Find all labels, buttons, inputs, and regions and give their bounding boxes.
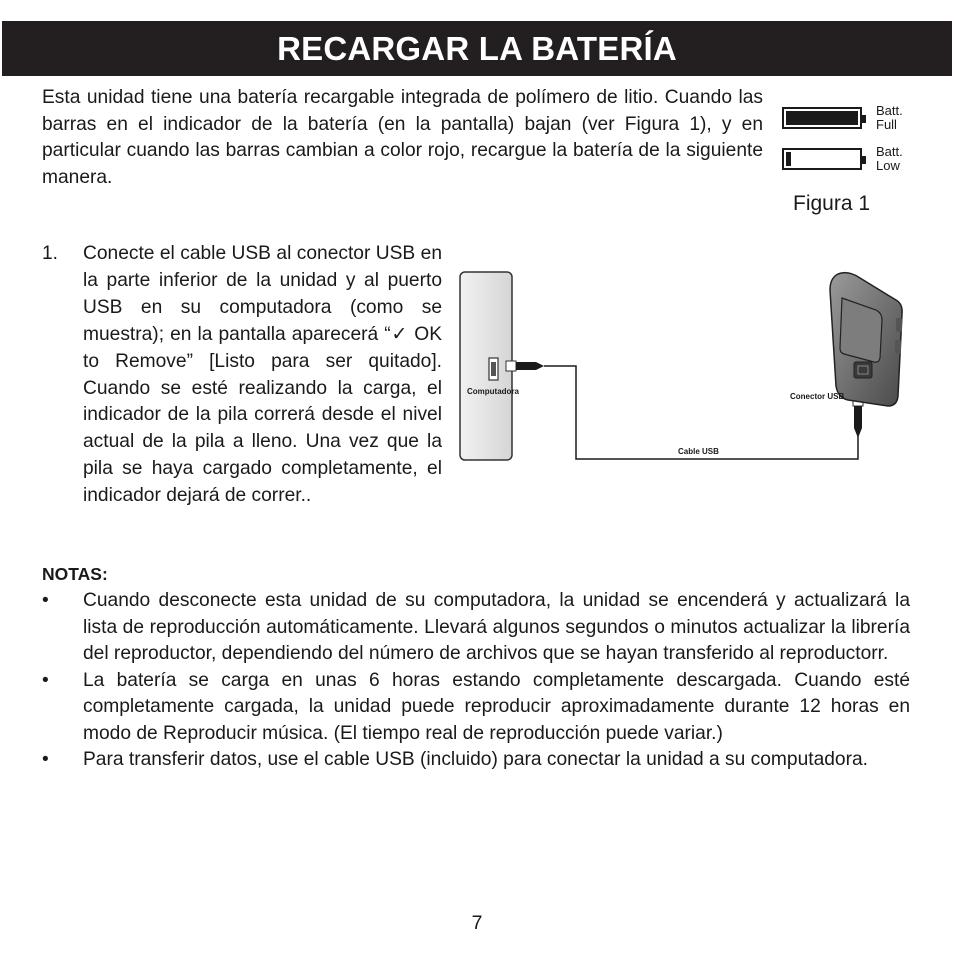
computer-label: Computadora — [467, 387, 519, 396]
note-text: Cuando desconecte esta unidad de su computadora, la unidad se encenderá y actualizará la lista de reproducción automáticamente. Llevará algunos segundos o minutos actualizar la librería del reproductor, dependiendo del número de archivos que se hayan transferido al reproductorr. — [83, 590, 910, 664]
intro-paragraph: Esta unidad tiene una batería recargable integrada de polímero de litio. Cuando las barras en el indicador de la batería (en la pantalla) bajan (ver Figura 1), y en particular cuando las barras cambian a color rojo, recargue la batería de la siguiente manera. — [42, 87, 763, 188]
page-title: RECARGAR LA BATERÍA — [277, 29, 677, 67]
usb-plug-icon — [506, 361, 544, 371]
list-item — [42, 747, 910, 774]
battery-full-indicator — [782, 104, 920, 132]
note-text: La batería se carga en unas 6 horas estando completamente descargada. Cuando esté completamente cargada, la unidad puede reproducir aproximadamente durante 12 horas en modo de Reproducir música. (El tiempo real de reproducción puede variar.) — [83, 669, 910, 744]
step-text: Conecte el cable USB al conector USB en la parte inferior de la unidad y al puerto USB en su computadora (como se muestra); en la pantalla aparecerá “✓ OK to Remove” [Listo para ser quitado]. Cuando se esté realizando la carga, el indicador de la pila correrá desde el nivel actual de la pila a lleno. Una vez que la pila se haya cargado completamente, el indicador dejará de correr.. — [83, 243, 442, 507]
battery-low-icon — [782, 148, 862, 170]
step-number: 1. — [42, 243, 59, 264]
bullet: • — [42, 669, 49, 691]
computer-icon — [460, 272, 512, 460]
bullet: • — [42, 749, 49, 770]
notes-title: NOTAS: — [42, 564, 108, 584]
list-item — [42, 588, 910, 668]
battery-full-label: Batt. Full — [876, 103, 903, 132]
connection-illustration — [456, 266, 912, 466]
battery-full-icon — [782, 107, 862, 129]
list-item — [42, 668, 910, 748]
battery-low-label: Batt. Low — [876, 144, 903, 173]
usb-connection-diagram — [456, 266, 912, 466]
bullet: • — [42, 590, 49, 611]
step-1 — [42, 241, 442, 510]
figure-caption: Figura 1 — [793, 192, 871, 215]
page-number: 7 — [471, 912, 483, 934]
notes-list — [42, 588, 910, 774]
mp3-player-icon — [830, 273, 902, 406]
battery-low-indicator — [782, 145, 920, 173]
connector-label: Conector USB — [790, 392, 845, 401]
cable-label: Cable USB — [678, 447, 719, 456]
title-bar — [2, 21, 952, 76]
note-text: Para transferir datos, use el cable USB (incluido) para conectar la unidad a su computadora. — [83, 749, 868, 770]
